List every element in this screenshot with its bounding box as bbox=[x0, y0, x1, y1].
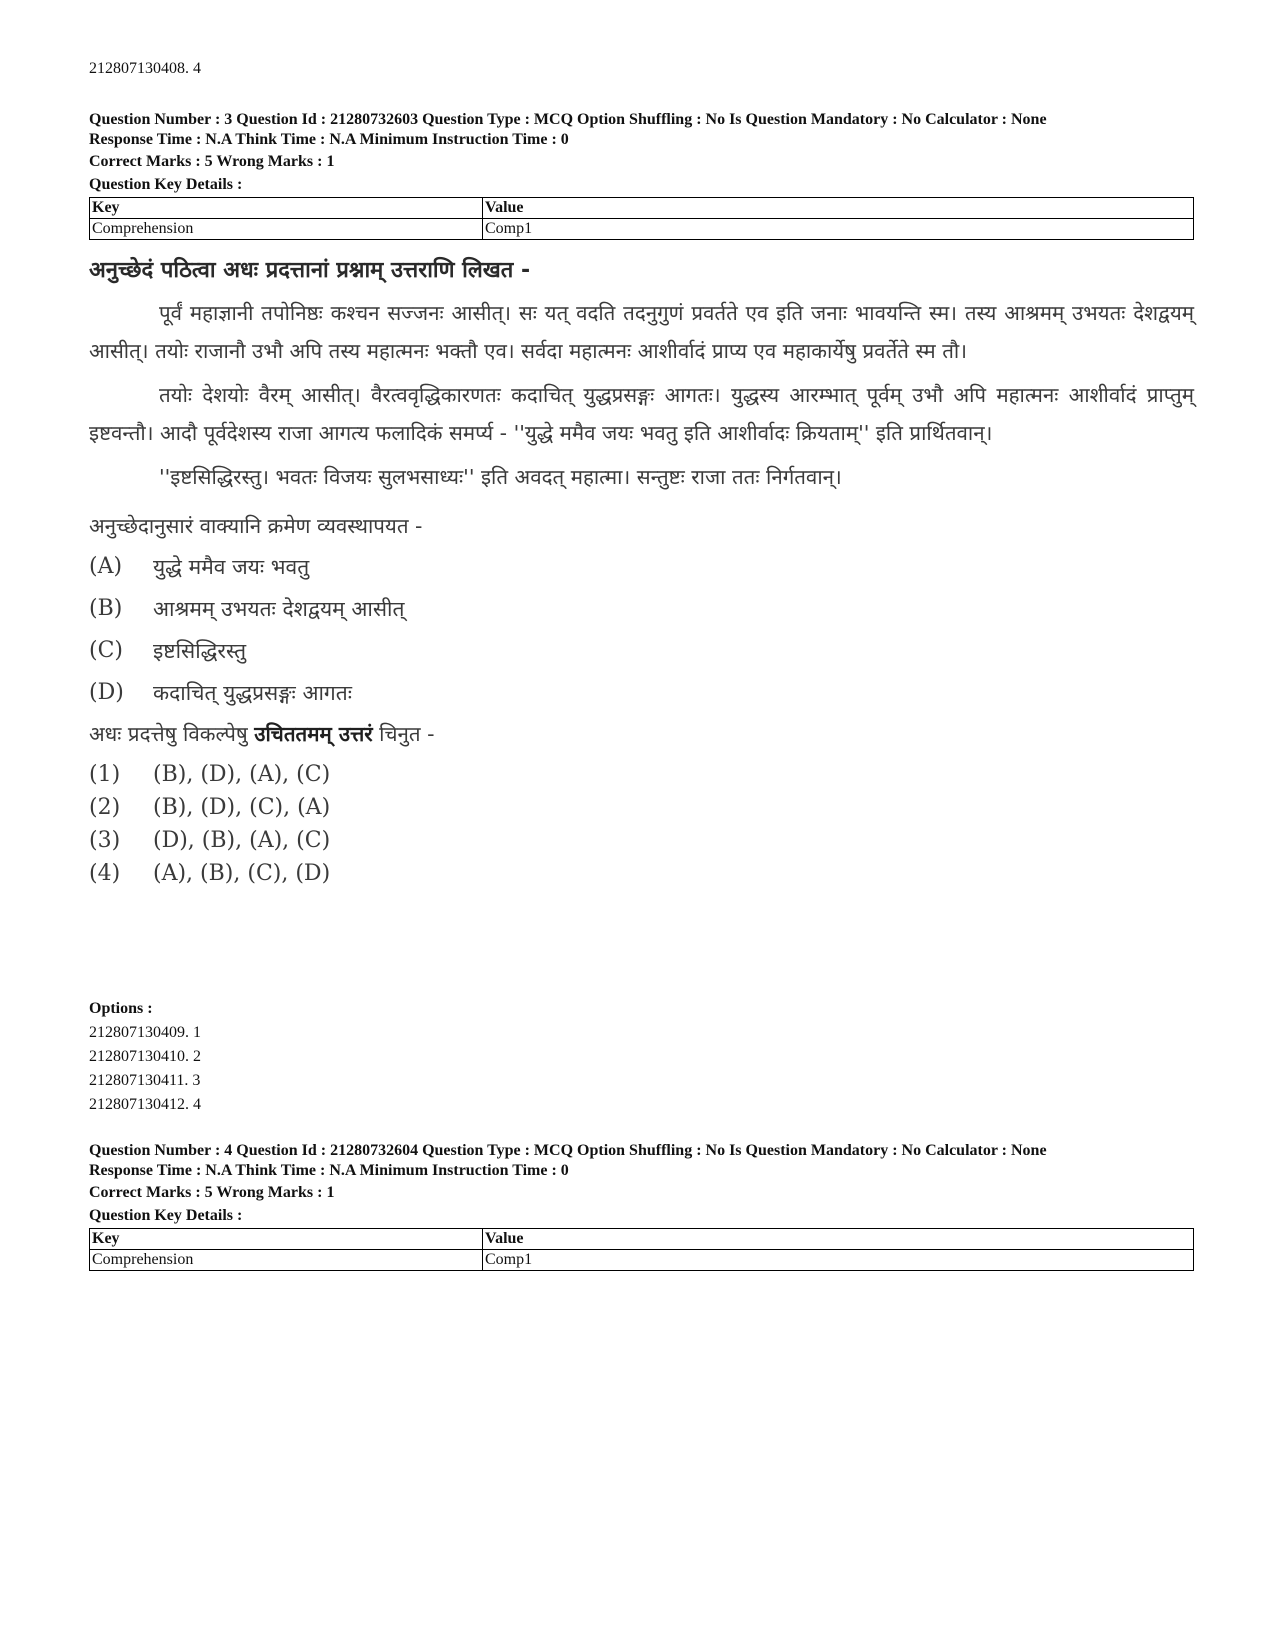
sentence-label: (B) bbox=[89, 596, 123, 621]
question-3-meta-line2: Response Time : N.A Think Time : N.A Minimum Instruction Time : 0 bbox=[89, 131, 569, 148]
sentence-label: (D) bbox=[89, 680, 124, 705]
question-3-key-details-label: Question Key Details : bbox=[89, 176, 243, 193]
question-4-header bbox=[89, 1141, 1194, 1271]
list-item bbox=[89, 758, 1194, 791]
choose-text-pre: अधः प्रदत्तेषु विकल्पेषु bbox=[89, 722, 255, 746]
key-header: Key bbox=[90, 1229, 483, 1250]
answer-option-list bbox=[89, 758, 1194, 890]
value-header: Value bbox=[483, 1229, 1194, 1250]
value-cell: Comp1 bbox=[483, 1250, 1194, 1271]
option-item: 212807130412. 4 bbox=[89, 1096, 201, 1113]
question-3-meta-line1: Question Number : 3 Question Id : 21280732603 Question Type : MCQ Option Shuffling : No Is Question Mandatory : No Calculator : None bbox=[89, 111, 1047, 128]
list-item bbox=[89, 588, 1194, 630]
answer-option-text: (B), (D), (A), (C) bbox=[153, 762, 331, 787]
sentence-list bbox=[89, 546, 1194, 714]
answer-option-label: (1) bbox=[89, 762, 121, 787]
table-row bbox=[90, 219, 1194, 240]
options-section bbox=[89, 997, 201, 1117]
list-item bbox=[89, 546, 1194, 588]
option-item: 212807130410. 2 bbox=[89, 1048, 201, 1065]
question-3-header bbox=[89, 110, 1194, 240]
table-header-row bbox=[90, 1229, 1194, 1250]
passage-paragraph-2: तयोः देशयोः वैरम् आसीत्। वैरत्ववृद्धिकारणतः कदाचित् युद्धप्रसङ्गः आगतः। युद्धस्य आरम्भात् पूर्वम् उभौ अपि महात्मनः आशीर्वादं प्राप्तुम् इष्टवन्तौ। आदौ पूर्वदेशस्य राजा आगत्य फलादिकं समर्प्य - ''युद्धे ममैव जयः भवतु इति आशीर्वादः क्रियताम्'' इति प्रार्थितवान्। bbox=[89, 383, 1194, 445]
answer-option-text: (D), (B), (A), (C) bbox=[153, 828, 331, 853]
choose-instruction bbox=[89, 714, 1194, 754]
sentence-label: (C) bbox=[89, 638, 123, 663]
list-item bbox=[89, 630, 1194, 672]
options-list bbox=[89, 1021, 201, 1117]
sentence-text: आश्रमम् उभयतः देशद्वयम् आसीत् bbox=[153, 597, 405, 621]
passage-paragraph-3: ''इष्टसिद्धिरस्तु। भवतः विजयः सुलभसाध्यः'' इति अवदत् महात्मा। सन्तुष्टः राजा ततः निर्गतवान्। bbox=[159, 465, 842, 489]
sentence-label: (A) bbox=[89, 554, 123, 579]
question-3-marks: Correct Marks : 5 Wrong Marks : 1 bbox=[89, 153, 335, 170]
value-cell: Comp1 bbox=[483, 219, 1194, 240]
choose-text-post: चिनुत - bbox=[372, 722, 435, 746]
answer-option-text: (B), (D), (C), (A) bbox=[153, 795, 331, 820]
question-4-meta-line2: Response Time : N.A Think Time : N.A Minimum Instruction Time : 0 bbox=[89, 1162, 569, 1179]
choose-text-bold: उचिततमम् उत्तरं bbox=[254, 722, 373, 746]
list-item bbox=[89, 857, 1194, 890]
previous-option-id: 212807130408. 4 bbox=[89, 60, 201, 77]
list-item bbox=[89, 824, 1194, 857]
table-row bbox=[90, 1250, 1194, 1271]
ordering-instruction: अनुच्छेदानुसारं वाक्यानि क्रमेण व्यवस्थापयत - bbox=[89, 514, 423, 538]
question-4-key-details-label: Question Key Details : bbox=[89, 1207, 243, 1224]
question-4-meta-line1: Question Number : 4 Question Id : 21280732604 Question Type : MCQ Option Shuffling : No Is Question Mandatory : No Calculator : None bbox=[89, 1142, 1047, 1159]
question-3-key-table bbox=[89, 197, 1194, 240]
list-item bbox=[89, 791, 1194, 824]
sentence-text: कदाचित् युद्धप्रसङ्गः आगतः bbox=[153, 681, 352, 705]
options-label: Options : bbox=[89, 1000, 153, 1017]
value-header: Value bbox=[483, 198, 1194, 219]
question-4-marks: Correct Marks : 5 Wrong Marks : 1 bbox=[89, 1184, 335, 1201]
sentence-text: युद्धे ममैव जयः भवतु bbox=[153, 555, 310, 579]
key-cell: Comprehension bbox=[90, 219, 483, 240]
question-4-key-table bbox=[89, 1228, 1194, 1271]
option-item: 212807130411. 3 bbox=[89, 1072, 201, 1089]
sentence-text: इष्टसिद्धिरस्तु bbox=[153, 639, 247, 663]
answer-option-label: (3) bbox=[89, 828, 121, 853]
key-cell: Comprehension bbox=[90, 1250, 483, 1271]
answer-option-label: (2) bbox=[89, 795, 121, 820]
list-item bbox=[89, 672, 1194, 714]
option-item: 212807130409. 1 bbox=[89, 1024, 201, 1041]
table-header-row bbox=[90, 198, 1194, 219]
passage-heading: अनुच्छेदं पठित्वा अधः प्रदत्तानां प्रश्नाम् उत्तराणि लिखत - bbox=[89, 258, 531, 283]
scanned-question-image bbox=[89, 252, 1194, 890]
key-header: Key bbox=[90, 198, 483, 219]
passage-paragraph-1: पूर्वं महाज्ञानी तपोनिष्ठः कश्चन सज्जनः आसीत्। सः यत् वदति तदनुगुणं प्रवर्तते एव इति जनाः भावयन्ति स्म। तस्य आश्रमम् उभयतः देशद्वयम् आसीत्। तयोः राजानौ उभौ अपि तस्य महात्मनः भक्तौ एव। सर्वदा महात्मनः आशीर्वादं प्राप्य एव महाकार्येषु प्रवर्तेते स्म तौ। bbox=[89, 301, 1194, 363]
answer-option-text: (A), (B), (C), (D) bbox=[153, 861, 331, 886]
answer-option-label: (4) bbox=[89, 861, 121, 886]
